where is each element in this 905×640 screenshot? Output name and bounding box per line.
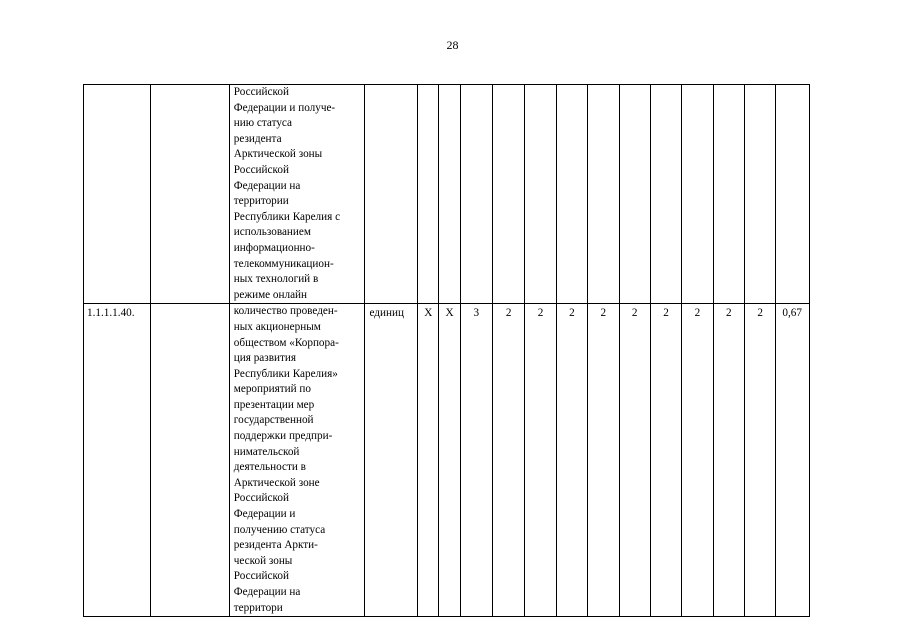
- empty-cell: [150, 304, 229, 617]
- value-cell: [493, 85, 525, 304]
- description-line: обществом «Корпора-: [233, 336, 339, 349]
- description-line: резидента: [233, 132, 282, 145]
- description-line: Российской: [233, 570, 289, 583]
- description-line: Арктической зоне: [233, 476, 320, 489]
- description-line: территории: [233, 195, 289, 208]
- description-line: презентации мер: [233, 398, 315, 411]
- description-line: использованием: [233, 226, 311, 239]
- description-line: нию статуса: [233, 117, 292, 130]
- description-line: количество проведен-: [233, 305, 338, 318]
- value-cell: [418, 85, 439, 304]
- value-cell: 2: [556, 304, 587, 617]
- value-cell: 2: [525, 304, 556, 617]
- value-cell: 0,67: [776, 304, 810, 617]
- description-line: государственной: [233, 414, 314, 427]
- description-line: мероприятий по: [233, 383, 311, 396]
- description-line: резидента Аркти-: [233, 539, 318, 552]
- description-line: нимательской: [233, 445, 300, 458]
- value-cell: 2: [713, 304, 744, 617]
- value-cell: [525, 85, 556, 304]
- value-cell: 2: [588, 304, 619, 617]
- value-cell: [460, 85, 492, 304]
- value-cell: [745, 85, 776, 304]
- value-cell: 2: [682, 304, 713, 617]
- description-line: получению статуса: [233, 523, 326, 536]
- description-line: ция развития: [233, 352, 296, 365]
- row-code-cell: [84, 85, 151, 304]
- description-line: Республики Карелия»: [233, 367, 338, 380]
- description-line: Федерации и получе-: [233, 101, 336, 114]
- description-line: Российской: [233, 492, 289, 505]
- description-line: Республики Карелия с: [233, 210, 341, 223]
- value-cell: 2: [650, 304, 681, 617]
- description-line: поддержки предпри-: [233, 430, 333, 443]
- table-row: [84, 304, 810, 617]
- row-description-cell: [229, 304, 365, 617]
- row-code-cell: 1.1.1.1.40.: [84, 304, 151, 617]
- description-line: ных акционерным: [233, 320, 321, 333]
- value-cell: [588, 85, 619, 304]
- value-cell: 2: [619, 304, 650, 617]
- description-line: Федерации на: [233, 586, 301, 598]
- description-line: деятельности в: [233, 461, 306, 474]
- description-line: ческой зоны: [233, 554, 293, 567]
- description-line: Российской: [233, 86, 289, 98]
- value-cell: Х: [418, 304, 439, 617]
- value-cell: [650, 85, 681, 304]
- description-line: телекоммуникацион-: [233, 257, 334, 270]
- value-cell: 2: [493, 304, 525, 617]
- indicator-table: [83, 84, 810, 617]
- value-cell: [556, 85, 587, 304]
- description-line: режиме онлайн: [233, 288, 308, 301]
- description-line: Российской: [233, 163, 289, 176]
- value-cell: [682, 85, 713, 304]
- row-description-cell: [229, 85, 365, 304]
- description-line: Федерации на: [233, 179, 301, 192]
- description-line: Арктической зоны: [233, 148, 323, 161]
- value-cell: 3: [460, 304, 492, 617]
- value-cell: 2: [745, 304, 776, 617]
- value-cell: [713, 85, 744, 304]
- description-line: территори: [233, 601, 283, 614]
- value-cell: [439, 85, 460, 304]
- row-unit-cell: [365, 85, 418, 304]
- page-number: 28: [446, 38, 459, 52]
- row-unit-cell: единиц: [365, 304, 418, 617]
- table-row: [84, 85, 810, 304]
- description-line: ных технологий в: [233, 273, 319, 286]
- description-line: информационно-: [233, 241, 315, 254]
- value-cell: [619, 85, 650, 304]
- value-cell: Х: [439, 304, 460, 617]
- empty-cell: [150, 85, 229, 304]
- value-cell: [776, 85, 810, 304]
- description-line: Федерации и: [233, 508, 296, 521]
